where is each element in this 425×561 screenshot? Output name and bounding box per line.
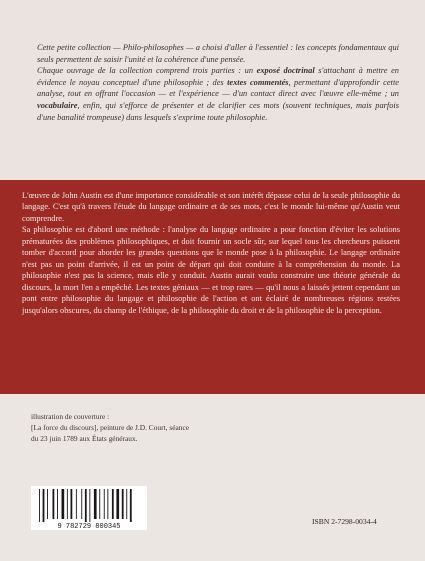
barcode-digits: 9 782729 800345 (57, 523, 121, 530)
barcode-bar (116, 489, 119, 519)
summary-paragraph-1: L'œuvre de John Austin est d'une importance considérable et son intérêt dépasse celui de la seule philosophie du langage. C'est qu'à travers l'étude du langage ordinaire et de ses mots, c'est le monde lui-même qu'Austin veut comprendre. (22, 191, 400, 223)
barcode-bar (81, 489, 82, 519)
barcode-bar (104, 489, 105, 519)
barcode-bar (39, 489, 40, 522)
intro-text: , enfin, qui s'efforce de présenter et de clarifier ces mots (souvent techniques, mais parfois d'une banalité trompeuse) dans lesquels s'exprime toute philosophie. (37, 100, 399, 122)
collection-description (37, 42, 399, 123)
credit-line: du 23 juin 1789 aux États généraux. (31, 434, 138, 443)
intro-paragraph-2 (37, 65, 399, 123)
isbn-number: ISBN 2-7298-0034-4 (312, 517, 377, 526)
barcode-bars (39, 489, 132, 522)
book-summary (22, 190, 400, 316)
barcode (31, 486, 147, 530)
barcode-bar (94, 489, 97, 519)
barcode-bar (57, 489, 58, 519)
bold-term-expose: exposé doctrinal (256, 66, 315, 76)
barcode-bar (130, 489, 132, 522)
barcode-bar (53, 489, 55, 519)
credit-title: illustration de couverture : (31, 412, 110, 421)
summary-paragraph-2: Sa philosophie est d'abord une méthode : l'analyse du langage ordinaire a pour fonction d'éviter les solutions prématurées des problèmes philosophiques, et doit fournir un socle sûr, sur lequel tous les chercheurs puissent tomber d'accord pour aborder les grandes questions que le monde pose à la philosophie. Le langage ordinaire n'est pas un point d'arrivée, il est un point de départ qui doit conduire à la compréhension du monde. La philosophie n'est pas la science, mais elle y conduit. Austin aurait voulu construire une théorie générale du discours, la mort l'en a empêché. Les textes géniaux — et trop rares — qu'il nous a laissés jettent cependant un pont entre philosophie du langage et philosophie de l'action et ont éclairé de nombreuses régions restées jusqu'alors obscures, du champ de l'éthique, de la philosophie du droit et de la philosophie de la perception. (22, 225, 400, 315)
barcode-bar (122, 489, 124, 519)
barcode-bar (67, 489, 68, 519)
cover-illustration-credit (31, 411, 231, 444)
bold-term-textes: textes commentés (227, 77, 289, 87)
barcode-bar (76, 489, 77, 519)
barcode-bar (47, 489, 48, 519)
barcode-bar (85, 489, 87, 522)
barcode-bar (99, 489, 100, 519)
intro-paragraph-1: Cette petite collection — Philo-philosophes — a choisi d'aller à l'essentiel : les concepts fondamentaux qui seuls permettent de saisir l'unité et la cohérence d'une pensée. (37, 43, 399, 64)
barcode-bar (112, 489, 114, 519)
barcode-bar (107, 489, 108, 519)
intro-text: s'attachant à mettre en évidence le noyau conceptuel d'une philosophie ; des (37, 66, 399, 87)
intro-text: Chaque ouvrage de la collection comprend trois parties : un (37, 66, 257, 76)
barcode-bar (62, 489, 65, 519)
intro-text: , permettant d'approfondir cette analyse, tout en offrant l'occasion — et l'expérience — d'un contact direct avec l'œuvre elle-même ; un (37, 77, 399, 99)
credit-line: [La force du discours], peinture de J.D. Court, séance (31, 423, 190, 432)
barcode-bar (126, 489, 127, 519)
barcode-bar (43, 489, 45, 522)
barcode-bar (71, 489, 73, 519)
barcode-bar (89, 489, 90, 522)
bold-term-vocabulaire: vocabulaire (37, 100, 78, 110)
